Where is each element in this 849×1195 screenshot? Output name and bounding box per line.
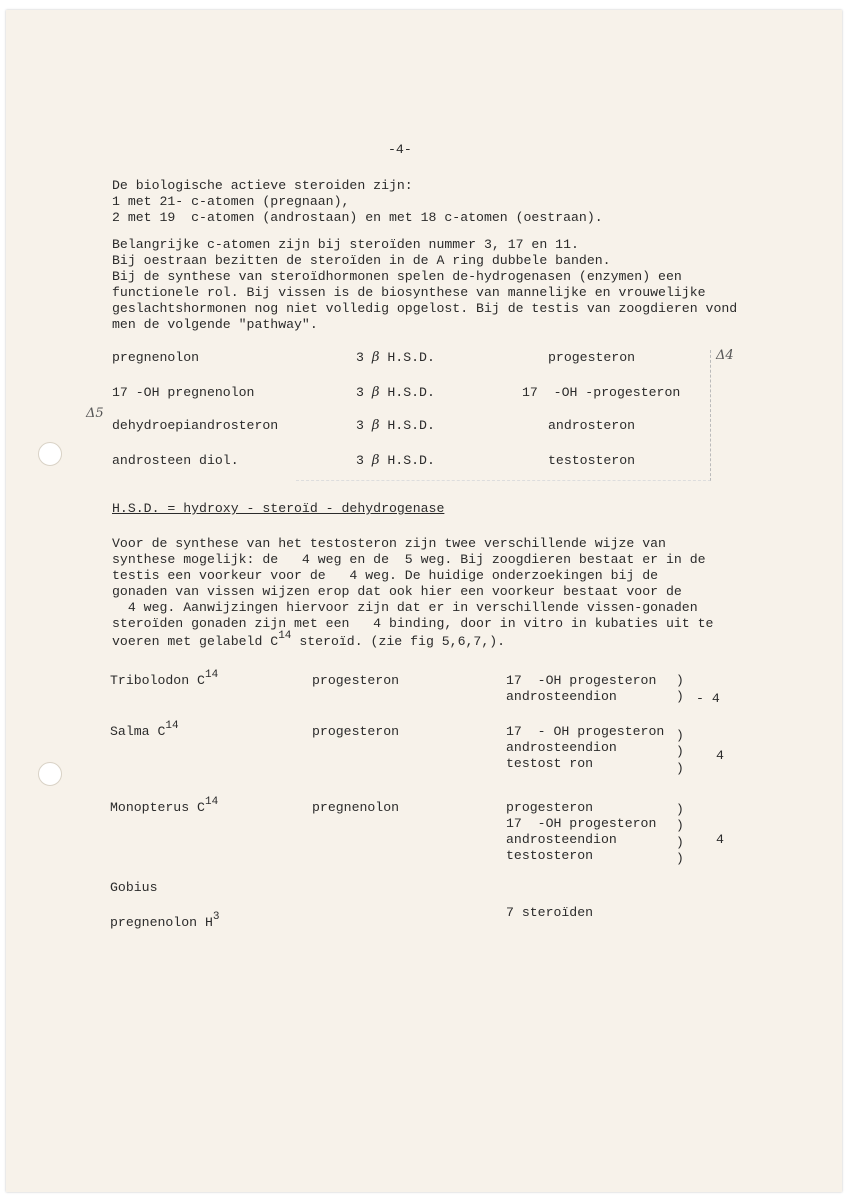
pathway-to: 17 -OH -progesteron: [522, 385, 681, 400]
fish-species: Monopterus $C^{14}$: [110, 796, 219, 815]
fish-product: androsteendion: [506, 689, 617, 704]
hsd-definition: H.S.D. = hydroxy - steroïd - dehydrogenase: [112, 501, 445, 516]
fish-substrate: pregnenolon: [312, 800, 400, 815]
paragraph-line: Bij de synthese van steroïdhormonen spelen de-hydrogenasen (enzymen) een: [112, 269, 682, 284]
fish-species: Salma $C^{14}$: [110, 720, 179, 739]
gobius-substrate: pregnenolon $H^3$: [110, 911, 220, 930]
fish-product: androsteendion: [506, 832, 617, 847]
fish-result: 4: [716, 748, 724, 763]
paragraph-line: gonaden van vissen wijzen erop dat ook hier een voorkeur bestaat voor de: [112, 584, 682, 599]
pathway-enzyme: 3 β H.S.D.: [356, 350, 435, 365]
bracket: ) ) ) ): [676, 802, 684, 866]
pathway-enzyme: 3 β H.S.D.: [356, 385, 435, 400]
pathway-from: dehydroepiandrosteron: [112, 418, 279, 433]
gobius-product: 7 steroïden: [506, 905, 594, 920]
paragraph-line: men de volgende "pathway".: [112, 317, 318, 332]
pathway-from: 17 -OH pregnenolon: [112, 385, 255, 400]
fish-result: - 4: [696, 691, 720, 706]
paragraph-line: 4 weg. Aanwijzingen hiervoor zijn dat er in verschillende vissen-gonaden: [112, 600, 698, 615]
pathway-enzyme: 3 β H.S.D.: [356, 418, 435, 433]
fish-product: 17 -OH progesteron: [506, 816, 657, 831]
pathway-enzyme: 3 β H.S.D.: [356, 453, 435, 468]
fish-product: androsteendion: [506, 740, 617, 755]
paragraph-line: Voor de synthese van het testosteron zijn twee verschillende wijze van: [112, 536, 666, 551]
intro-line: De biologische actieve steroiden zijn:: [112, 178, 413, 193]
paragraph-line: testis een voorkeur voor de 4 weg. De huidige onderzoekingen bij de: [112, 568, 659, 583]
paragraph-line: voeren met gelabeld $C^{14}$ steroïd. (zie fig 5,6,7,).: [112, 630, 506, 649]
bracket: ) ): [676, 673, 684, 705]
fish-substrate: progesteron: [312, 724, 400, 739]
margin-note-delta5: Δ5: [86, 406, 104, 421]
paragraph-line: Belangrijke c-atomen zijn bij steroïden nummer 3, 17 en 11.: [112, 237, 579, 252]
paragraph-line: functionele rol. Bij vissen is de biosynthese van mannelijke en vrouwelijke: [112, 285, 706, 300]
fish-product: testosteron: [506, 848, 594, 863]
pathway-from: pregnenolon: [112, 350, 200, 365]
pathway-to: testosteron: [548, 453, 636, 468]
paragraph-line: geslachtshormonen nog niet volledig opgelost. Bij de testis van zoogdieren vond: [112, 301, 738, 316]
bracket: ) ) ): [676, 728, 684, 776]
intro-line: 1 met 21- c-atomen (pregnaan),: [112, 194, 350, 209]
fish-species: Tribolodon $C^{14}$: [110, 669, 219, 688]
paragraph-line: Bij oestraan bezitten de steroïden in de A ring dubbele banden.: [112, 253, 611, 268]
punch-hole-top: [38, 442, 62, 466]
pathway-to: androsteron: [548, 418, 636, 433]
document-page: [6, 10, 842, 1192]
fish-substrate: progesteron: [312, 673, 400, 688]
paragraph-line: steroïden gonaden zijn met een 4 binding, door in vitro in kubaties uit te: [112, 616, 714, 631]
fish-product: 17 - OH progesteron: [506, 724, 665, 739]
fish-product: 17 -OH progesteron: [506, 673, 657, 688]
intro-line: 2 met 19 c-atomen (androstaan) en met 18 c-atomen (oestraan).: [112, 210, 603, 225]
page-number: -4-: [388, 142, 412, 157]
pathway-from: androsteen diol.: [112, 453, 239, 468]
gobius-label: Gobius: [110, 880, 158, 895]
fish-product: testost ron: [506, 756, 594, 771]
margin-note-delta4: Δ4: [716, 348, 734, 363]
punch-hole-bottom: [38, 762, 62, 786]
fish-product: progesteron: [506, 800, 594, 815]
fish-result: 4: [716, 832, 724, 847]
pathway-to: progesteron: [548, 350, 636, 365]
paragraph-line: synthese mogelijk: de 4 weg en de 5 weg. Bij zoogdieren bestaat er in de: [112, 552, 706, 567]
